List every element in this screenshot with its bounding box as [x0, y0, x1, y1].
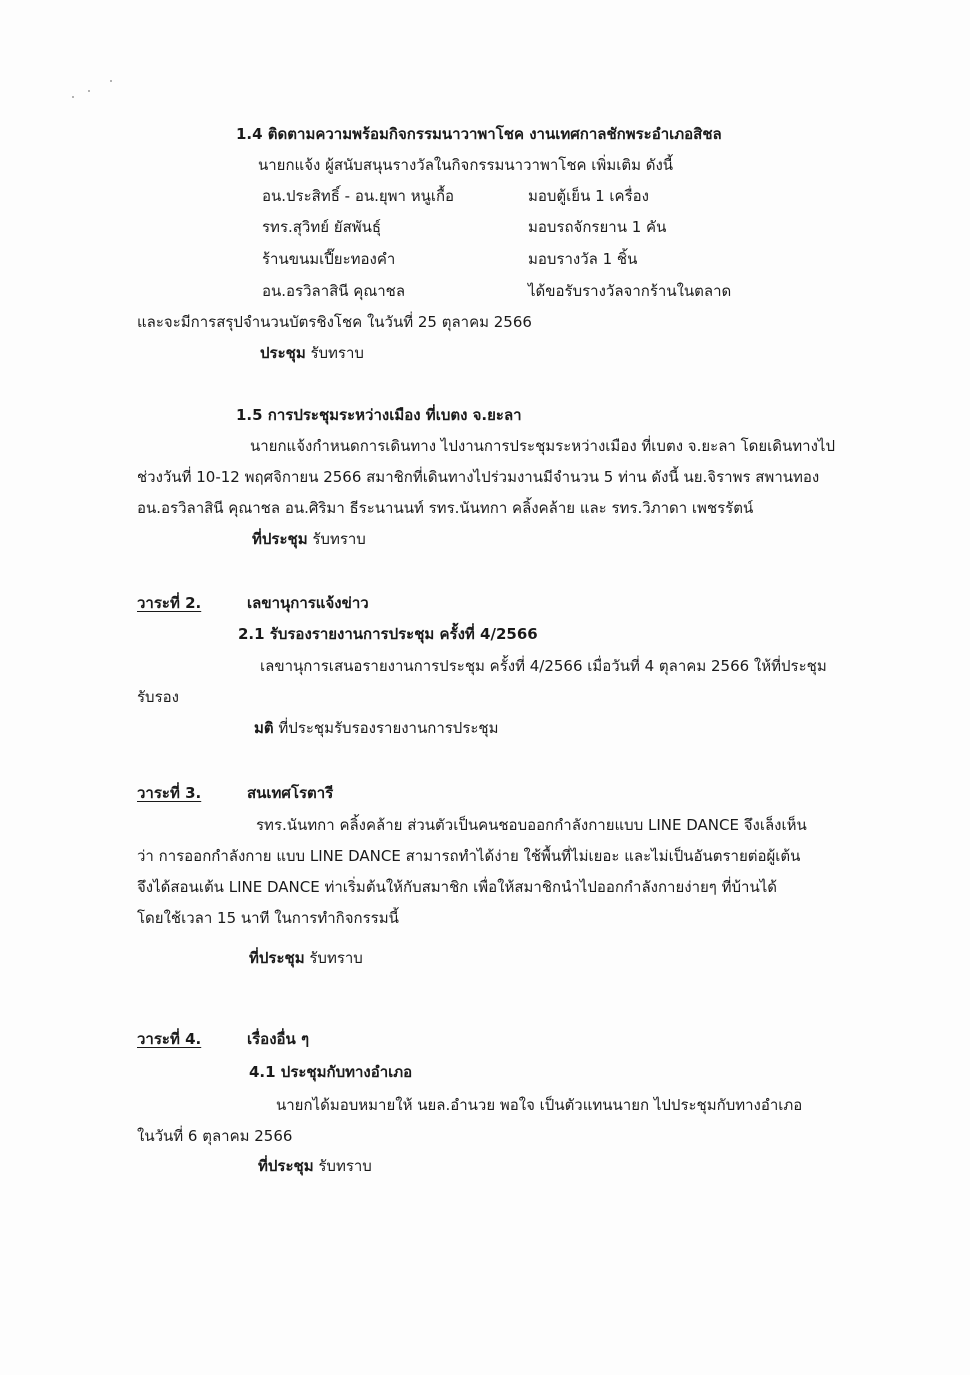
agenda-2-line-1: เลขานุการเสนอรายงานการประชุม ครั้งที่ 4/2566 เมื่อวันที่ 4 ตุลาคม 2566 ให้ที่ประชุม — [260, 657, 827, 675]
resolution-text: รับทราบ — [307, 530, 366, 548]
agenda-4-label: วาระที่ 4. — [137, 1030, 202, 1048]
sponsor-name: รทร.สุวิทย์ ยัสพันธุ์ — [262, 218, 382, 236]
resolution-text: ที่ประชุมรับรองรายงานการประชุม — [273, 719, 499, 737]
sponsor-gift: มอบรางวัล 1 ชิ้น — [528, 250, 638, 268]
section-1-5-line-1: นายกแจ้งกำหนดการเดินทาง ไปงานการประชุมระหว่างเมือง ที่เบตง จ.ยะลา โดยเดินทางไป — [250, 437, 835, 455]
sponsor-name: ร้านขนมเปี๊ยะทองคำ — [262, 250, 396, 268]
sponsor-gift: ได้ขอรับรางวัลจากร้านในตลาด — [528, 282, 732, 300]
scan-speck — [110, 80, 112, 82]
resolution-text: รับทราบ — [305, 344, 364, 362]
section-1-5-line-2: ช่วงวันที่ 10-12 พฤศจิกายน 2566 สมาชิกที่เดินทางไปร่วมงานมีจำนวน 5 ท่าน ดังนี้ นย.จิราพร สพานทอง — [137, 468, 820, 486]
agenda-2-title: เลขานุการแจ้งข่าว — [247, 594, 369, 612]
agenda-2-resolution — [254, 718, 499, 738]
section-1-5-line-3: อน.อรวิลาสินี คุณาชล อน.ศิริมา ธีระนานนท์ รทร.นันทกา คลิ้งคล้าย และ รทร.วิภาดา เพชรรัตน์ — [137, 499, 754, 517]
resolution-text: รับทราบ — [304, 949, 363, 967]
resolution-label: ที่ประชุม — [249, 949, 305, 967]
section-1-4-resolution — [260, 343, 364, 363]
sponsor-name: อน.อรวิลาสินี คุณาชล — [262, 282, 406, 300]
section-1-4-summary: และจะมีการสรุปจำนวนบัตรชิงโชค ในวันที่ 25 ตุลาคม 2566 — [137, 313, 532, 331]
sponsor-name: อน.ประสิทธิ์ - อน.ยุพา หนูเกื้อ — [262, 187, 455, 205]
agenda-4-line-2: ในวันที่ 6 ตุลาคม 2566 — [137, 1127, 293, 1145]
agenda-3-line-1: รทร.นันทกา คลิ้งคล้าย ส่วนตัวเป็นคนชอบออกกำลังกายแบบ LINE DANCE จึงเล็งเห็น — [256, 816, 807, 834]
agenda-4-line-1: นายกได้มอบหมายให้ นยล.อำนวย พอใจ เป็นตัวแทนนายก ไปประชุมกับทางอำเภอ — [276, 1096, 803, 1114]
agenda-3-line-3: จึงได้สอนเต้น LINE DANCE ท่าเริ่มต้นให้กับสมาชิก เพื่อให้สมาชิกนำไปออกกำลังกายง่ายๆ ที่บ้านได้ — [137, 878, 777, 896]
resolution-label: ประชุม — [260, 344, 306, 362]
resolution-label: ที่ประชุม — [258, 1157, 314, 1175]
agenda-4-title: เรื่องอื่น ๆ — [247, 1030, 310, 1048]
section-1-4-intro: นายกแจ้ง ผู้สนับสนุนรางวัลในกิจกรรมนาวาพาโชค เพิ่มเติม ดังนี้ — [258, 156, 674, 174]
sponsor-gift: มอบรถจักรยาน 1 คัน — [528, 218, 667, 236]
resolution-text: รับทราบ — [313, 1157, 372, 1175]
agenda-3-line-4: โดยใช้เวลา 15 นาที ในการทำกิจกรรมนี้ — [137, 909, 399, 927]
resolution-label: มติ — [254, 719, 274, 737]
agenda-3-resolution — [249, 948, 363, 968]
agenda-2-line-2: รับรอง — [137, 688, 179, 706]
sponsor-gift: มอบตู้เย็น 1 เครื่อง — [528, 187, 649, 205]
scan-speck — [72, 96, 74, 98]
resolution-label: ที่ประชุม — [252, 530, 308, 548]
agenda-3-title: สนเทศโรตารี — [247, 784, 334, 802]
agenda-2-label: วาระที่ 2. — [137, 594, 202, 612]
agenda-3-label: วาระที่ 3. — [137, 784, 202, 802]
agenda-2-1-heading: 2.1 รับรองรายงานการประชุม ครั้งที่ 4/2566 — [238, 625, 538, 643]
section-1-5-resolution — [252, 529, 366, 549]
section-1-4-heading: 1.4 ติดตามความพร้อมกิจกรรมนาวาพาโชค งานเทศกาลชักพระอำเภอสิชล — [236, 125, 722, 143]
agenda-3-line-2: ว่า การออกกำลังกาย แบบ LINE DANCE สามารถทำได้ง่าย ใช้พื้นที่ไม่เยอะ และไม่เป็นอันตรายต่อผู้เต้น — [137, 847, 801, 865]
scan-speck — [88, 90, 90, 92]
section-1-5-heading: 1.5 การประชุมระหว่างเมือง ที่เบตง จ.ยะลา — [236, 406, 522, 424]
agenda-4-resolution — [258, 1156, 372, 1176]
agenda-4-1-heading: 4.1 ประชุมกับทางอำเภอ — [249, 1063, 413, 1081]
